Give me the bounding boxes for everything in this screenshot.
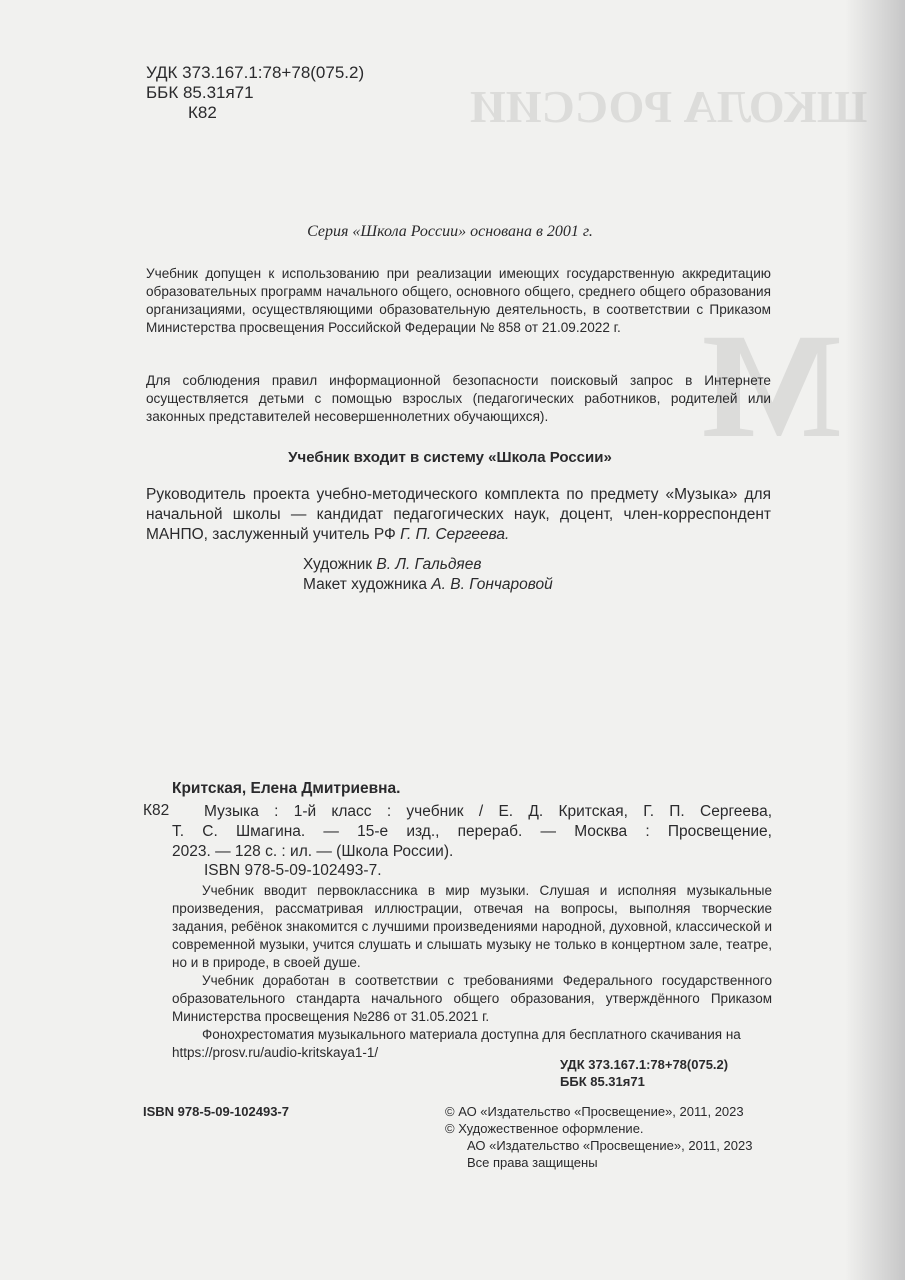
bibliography-author: Критская, Елена Дмитриевна.	[172, 780, 401, 797]
classification-codes-top	[146, 63, 364, 123]
bibliography-line-2: Т. С. Шмагина. — 15-е изд., перераб. — Москва : Просвещение,	[172, 823, 772, 840]
bbk-code-bottom: ББК 85.31я71	[560, 1074, 645, 1089]
system-line: Учебник входит в систему «Школа России»	[288, 449, 612, 466]
series-line: Серия «Школа России» основана в 2001 г.	[307, 223, 593, 240]
layout-name: А. В. Гончаровой	[431, 576, 553, 593]
approval-paragraph	[146, 265, 771, 337]
project-leader-paragraph	[146, 485, 771, 545]
author-code: К82	[188, 103, 217, 122]
copyright-line-1: © АО «Издательство «Просвещение», 2011, 2023	[445, 1104, 744, 1119]
layout-artist-line	[303, 575, 553, 595]
copyright-line-4: Все права защищены	[467, 1155, 598, 1170]
approval-text: Учебник допущен к использованию при реализации имеющих государственную аккредитацию образовательных программ начального общего, основного общего, среднего общего образования организациями, осуществляющими образовательную деятельность, в соответствии с Приказом Министерства просвещения Российской Федерации № 858 от 21.09.2022 г.	[146, 266, 771, 335]
artist-line	[303, 555, 553, 575]
classification-codes-bottom	[560, 1056, 728, 1090]
project-leader-text: Руководитель проекта учебно-методического комплекта по предмету «Музыка» для начальной школы — кандидат педагогических наук, доцент, член-корреспондент МАНПО, заслуженный учитель РФ	[146, 486, 771, 543]
bibliography-record	[172, 802, 772, 862]
bibliography-isbn: ISBN 978-5-09-102493-7.	[204, 862, 382, 879]
annotation-paragraph-3: Фонохрестоматия музыкального материала доступна для бесплатного скачивания на	[202, 1027, 741, 1042]
layout-label: Макет художника	[303, 576, 427, 593]
page-edge-shadow	[845, 0, 905, 1280]
annotation-paragraph-1: Учебник вводит первоклассника в мир музыки. Слушая и исполняя музыкальные произведения, рассматривая иллюстрации, отвечая на вопросы, выполняя творческие задания, ребёнок знакомится с лучшими произведениями народной, духовной, классической и современной музыки, учится слушать и слышать музыку не только в концертном зале, театре, но и в природе, в своей душе.	[172, 883, 772, 970]
bibliography-line-3: 2023. — 128 с. : ил. — (Школа России).	[172, 843, 454, 860]
bibliography-code: К82	[143, 802, 170, 819]
bibliography-line-1: Музыка : 1-й класс : учебник / Е. Д. Критская, Г. П. Сергеева,	[204, 803, 772, 820]
safety-paragraph	[146, 372, 771, 426]
audio-url: https://prosv.ru/audio-kritskaya1-1/	[172, 1045, 379, 1060]
bbk-code: ББК 85.31я71	[146, 83, 254, 102]
udk-code: УДК 373.167.1:78+78(075.2)	[146, 63, 365, 82]
project-leader-name: Г. П. Сергеева.	[400, 526, 510, 543]
isbn-bottom: ISBN 978-5-09-102493-7	[143, 1104, 289, 1119]
artist-label: Художник	[303, 556, 373, 573]
artists-block	[303, 555, 553, 595]
safety-text: Для соблюдения правил информационной безопасности поисковый запрос в Интернете осуществляется детьми с помощью взрослых (педагогических работников, родителей или законных представителей несовершеннолетних обучающихся).	[146, 373, 771, 424]
artist-name: В. Л. Гальдяев	[376, 556, 482, 573]
copyright-line-3: АО «Издательство «Просвещение», 2011, 2023	[467, 1138, 753, 1153]
show-through-big-letter: М	[700, 303, 842, 469]
show-through-title: ШКОЛА РОССИИ	[470, 81, 868, 132]
copyright-block	[445, 1103, 752, 1171]
copyright-line-2: © Художественное оформление.	[445, 1121, 644, 1136]
udk-code-bottom: УДК 373.167.1:78+78(075.2)	[560, 1057, 729, 1072]
annotation-paragraph-2: Учебник доработан в соответствии с требованиями Федерального государственного образовательного стандарта начального общего образования, утверждённого Приказом Министерства просвещения №286 от 31.05.2021 г.	[172, 973, 772, 1024]
annotation-block	[172, 882, 772, 1062]
